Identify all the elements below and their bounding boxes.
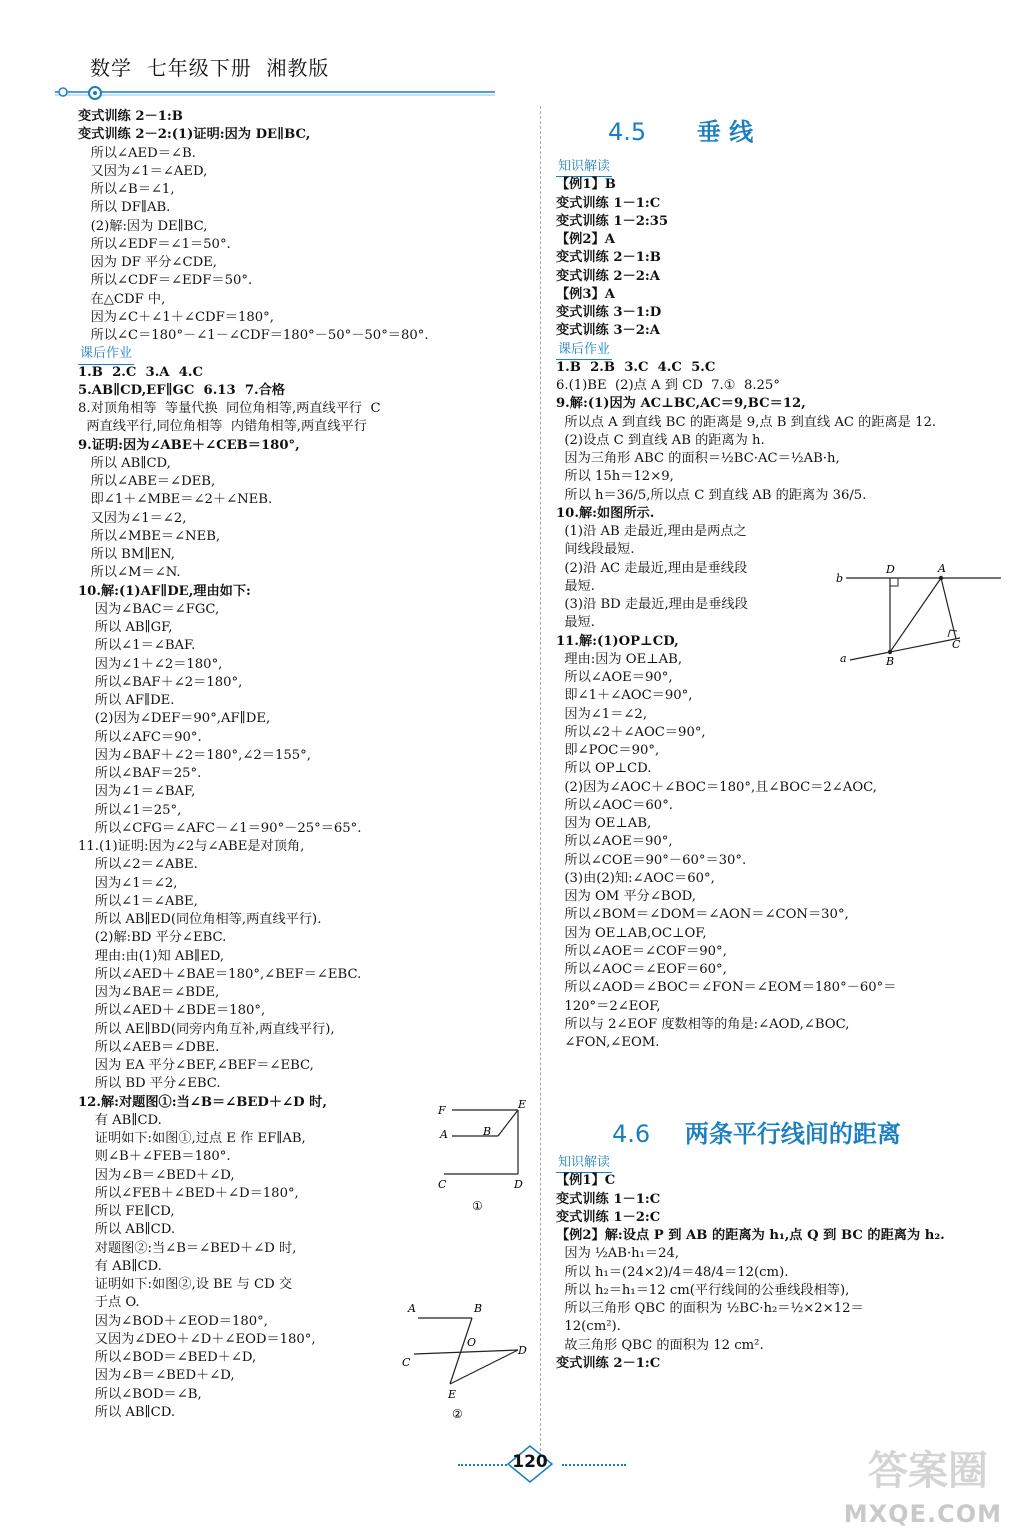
answer-line: 因为∠BOD＋∠EOD＝180°, — [78, 1313, 268, 1329]
fig2-caption: ② — [452, 1407, 463, 1421]
answer-line: 在△CDF 中, — [78, 291, 166, 307]
answer-line: 有 AB∥CD. — [78, 1258, 162, 1274]
answer-line: 【例2】解:设点 P 到 AB 的距离为 h₁,点 Q 到 BC 的距离为 h₂. — [556, 1228, 945, 1243]
answer-line: 变式训练 2－2:A — [556, 268, 660, 284]
answer-line: 变式训练 1－2:35 — [556, 213, 669, 229]
answer-line: 变式训练 2－1:C — [556, 1355, 661, 1371]
figure-2 — [400, 1298, 535, 1426]
answer-line: (2)设点 C 到直线 AB 的距离为 h. — [556, 432, 765, 448]
answer-line: 因为∠B＝∠BED＋∠D, — [78, 1368, 235, 1384]
answer-line: 因为∠BAE＝∠BDE, — [78, 985, 220, 1000]
answer-line: 1.B 2.B 3.C 4.C 5.C — [556, 359, 716, 375]
answer-line: 所以∠AOE＝90°, — [556, 670, 673, 685]
section-4-5-title: 垂 线 — [696, 118, 754, 146]
answer-line: 即∠1＋∠AOC＝90°, — [556, 688, 693, 704]
fig1-label-E: E — [518, 1098, 527, 1111]
answer-line: 所以∠AOC＝∠EOF＝60°, — [556, 962, 727, 977]
answer-line: 所以∠BOD＝∠B, — [78, 1386, 202, 1402]
answer-line: 9.证明:因为∠ABE＋∠CEB＝180°, — [78, 437, 300, 453]
answer-line: 因为∠1＝∠BAF, — [78, 784, 196, 800]
section-label — [78, 345, 518, 363]
answer-line: 所以∠FEB＋∠BED＋∠D＝180°, — [78, 1185, 299, 1201]
answer-line: 所以∠CDF＝∠EDF＝50°. — [78, 273, 253, 289]
answer-line: 所以 AB∥CD. — [78, 1222, 176, 1238]
answer-line: 11.解:(1)OP⊥CD, — [556, 633, 679, 649]
fig2-label-A: A — [408, 1302, 416, 1315]
answer-line: 所以∠EDF＝∠1＝50°. — [78, 236, 231, 252]
column-divider — [540, 106, 541, 1456]
answer-line: 所以 AB∥ED(同位角相等,两直线平行). — [78, 912, 322, 927]
answer-line: ∠FON,∠EOM. — [556, 1035, 660, 1050]
figure-1 — [430, 1098, 540, 1216]
answer-line: 所以 AB∥GF, — [78, 620, 173, 635]
answer-line: 所以∠BAF＝25°. — [78, 766, 202, 781]
answer-line: (3)沿 BD 走最近,理由是垂线段 — [556, 597, 748, 612]
answer-line: 又因为∠1＝∠2, — [78, 510, 187, 526]
answer-line: (2)因为∠AOC＋∠BOC＝180°,且∠BOC＝2∠AOC, — [556, 779, 877, 795]
answer-line: 所以∠2＋∠AOC＝90°, — [556, 724, 706, 740]
answer-line: 所以∠BOD＝∠BED＋∠D, — [78, 1350, 257, 1365]
right-column-lower — [556, 1154, 1006, 1373]
section-label-text: 课后作业 — [556, 341, 612, 360]
answer-line: 对题图②:当∠B＝∠BED＋∠D 时, — [78, 1240, 297, 1256]
answer-line: 因为∠1＝∠2, — [78, 875, 178, 891]
page-header — [55, 40, 505, 100]
answer-line: 所以与 2∠EOF 度数相等的角是:∠AOD,∠BOC, — [556, 1016, 850, 1032]
answer-line: 所以∠CFG＝∠AFC－∠1＝90°－25°＝65°. — [78, 820, 362, 836]
fig1-caption: ① — [472, 1199, 483, 1213]
answer-line: 120°＝2∠EOF, — [556, 998, 661, 1014]
answer-line: 即∠1＋∠MBE＝∠2＋∠NEB. — [78, 492, 273, 508]
section-heading-4-5 — [608, 112, 753, 147]
answer-line: 因为 EA 平分∠BEF,∠BEF＝∠EBC, — [78, 1058, 314, 1073]
answer-line: 所以 15h＝12×9, — [556, 469, 674, 485]
watermark-logo: 答案圈 — [868, 1448, 988, 1494]
answer-line: 所以 BD 平分∠EBC. — [78, 1076, 221, 1092]
answer-line: 变式训练 1－2:C — [556, 1209, 661, 1225]
answer-line: 于点 O. — [78, 1295, 140, 1311]
answer-line: 变式训练 1－1:C — [556, 195, 661, 211]
answer-line: 变式训练 3－2:A — [556, 323, 660, 339]
answer-line: 1.B 2.C 3.A 4.C — [78, 364, 203, 380]
answer-line: (2)沿 AC 走最近,理由是垂线段 — [556, 560, 748, 576]
answer-line: 所以∠1＝∠ABE, — [78, 893, 198, 909]
answer-line: 所以 OP⊥CD. — [556, 761, 652, 777]
answer-line: 8.对顶角相等 等量代换 同位角相等,两直线平行 C — [78, 401, 381, 416]
answer-line: 所以 AF∥DE. — [78, 693, 175, 708]
page-number-text: 120 — [512, 1452, 548, 1472]
answer-line: 所以∠AOD＝∠BOC＝∠FON＝∠EOM＝180°－60°＝ — [556, 980, 897, 996]
answer-line: 【例1】C — [556, 1173, 616, 1189]
section-4-6-title: 两条平行线间的距离 — [684, 1120, 901, 1148]
answer-line: 9.解:(1)因为 AC⊥BC,AC＝9,BC＝12, — [556, 396, 806, 412]
answer-line: 10.解:如图所示. — [556, 505, 655, 521]
answer-line: 所以 BM∥EN, — [78, 547, 175, 562]
answer-line: 所以∠C＝180°－∠1－∠CDF＝180°－50°－50°＝80°. — [78, 328, 429, 343]
answer-line: 所以∠COE＝90°－60°＝30°. — [556, 852, 747, 868]
answer-line: 所以∠AFC＝90°. — [78, 729, 202, 745]
answer-line: 因为∠BAF＋∠2＝180°,∠2＝155°, — [78, 747, 311, 763]
left-column — [78, 108, 518, 1422]
answer-line: 【例2】A — [556, 232, 615, 247]
answer-line: 所以 AB∥CD, — [78, 455, 171, 471]
answer-line: 有 AB∥CD. — [78, 1112, 162, 1128]
figure-3 — [836, 560, 1006, 670]
answer-line: (2)因为∠DEF＝90°,AF∥DE, — [78, 711, 271, 727]
answer-line: 即∠POC＝90°, — [556, 743, 660, 758]
page-number — [480, 1440, 580, 1490]
answer-line: 所以∠AED＝∠B. — [78, 145, 196, 161]
answer-line: 所以 AB∥CD. — [78, 1404, 176, 1420]
fig3-label-D: D — [886, 563, 895, 576]
answer-line: (2)解:因为 DE∥BC, — [78, 218, 208, 234]
answer-line: 所以∠1＝∠BAF. — [78, 638, 196, 654]
answer-line: 所以 DF∥AB. — [78, 200, 171, 216]
answer-line: 因为∠B＝∠BED＋∠D, — [78, 1167, 235, 1183]
answer-line: 所以∠1＝25°, — [78, 802, 182, 818]
answer-line: 所以∠B＝∠1, — [78, 182, 175, 197]
answer-line: 【例1】B — [556, 177, 616, 193]
answer-line: 所以∠AOC＝60°. — [556, 797, 673, 813]
answer-line: 所以∠BOM＝∠DOM＝∠AON＝∠CON＝30°, — [556, 907, 849, 923]
answer-line: 12(cm²). — [556, 1319, 621, 1335]
answer-line: 因为∠1＝∠2, — [556, 706, 648, 722]
answer-line: 5.AB∥CD,EF∥GC 6.13 7.合格 — [78, 382, 285, 398]
answer-line: 因为 OE⊥AB,OC⊥OF, — [556, 925, 707, 941]
answer-line: 因为三角形 ABC 的面积＝½BC·AC＝½AB·h, — [556, 451, 840, 466]
section-label — [556, 341, 1006, 359]
answer-line: 证明如下:如图①,过点 E 作 EF∥AB, — [78, 1131, 306, 1146]
answer-line: 所以∠AED＋∠BDE＝180°, — [78, 1003, 266, 1019]
answer-line: 则∠B＋∠FEB＝180°. — [78, 1149, 231, 1165]
answer-line: 所以点 A 到直线 BC 的距离是 9,点 B 到直线 AC 的距离是 12. — [556, 414, 937, 430]
answer-line: 所以∠BAF＋∠2＝180°, — [78, 674, 243, 690]
fig1-label-B: B — [483, 1125, 492, 1138]
answer-line: 所以∠2＝∠ABE. — [78, 857, 198, 873]
answer-line: 故三角形 QBC 的面积为 12 cm². — [556, 1337, 764, 1353]
section-label — [556, 1154, 1006, 1172]
fig3-label-a: a — [840, 652, 847, 665]
answer-line: 理由:由(1)知 AB∥ED, — [78, 948, 225, 964]
answer-line: 证明如下:如图②,设 BE 与 CD 交 — [78, 1277, 293, 1292]
answer-line: 所以 h₁＝(24×2)/4＝48/4＝12(cm). — [556, 1264, 789, 1280]
answer-line: 变式训练 2－2:(1)证明:因为 DE∥BC, — [78, 127, 311, 143]
answer-line: 所以∠AED＋∠BAE＝180°,∠BEF＝∠EBC. — [78, 966, 362, 982]
fig2-label-B: B — [474, 1302, 483, 1315]
answer-line: 又因为∠DEO＋∠D＋∠EOD＝180°, — [78, 1331, 316, 1347]
answer-line: 变式训练 2－1:B — [556, 250, 661, 266]
fig3-label-B: B — [886, 655, 895, 668]
answer-line: 所以 h₂＝h₁＝12 cm(平行线间的公垂线段相等), — [556, 1282, 850, 1298]
answer-line: 因为 OE⊥AB, — [556, 816, 652, 831]
answer-line: 最短. — [556, 578, 595, 594]
answer-line: 【例3】A — [556, 286, 615, 302]
section-4-5-number: 4.5 — [608, 118, 647, 146]
header-title: 数学 七年级下册 湘教版 — [90, 56, 330, 80]
answer-line: 两直线平行,同位角相等 内错角相等,两直线平行 — [78, 419, 367, 435]
answer-line: 最短. — [556, 615, 595, 631]
fig3-label-C: C — [952, 638, 961, 651]
answer-line: 变式训练 2－1:B — [78, 109, 183, 124]
section-label-text: 知识解读 — [556, 1154, 612, 1173]
fig3-label-A: A — [938, 562, 946, 575]
section-label — [556, 158, 1006, 176]
fig3-label-b: b — [836, 572, 844, 585]
fig2-label-C: C — [402, 1356, 411, 1369]
answer-line: 12.解:对题图①:当∠B＝∠BED＋∠D 时, — [78, 1094, 327, 1110]
answer-line: 因为 OM 平分∠BOD, — [556, 889, 696, 904]
answer-line: 所以∠AOE＝∠COF＝90°, — [556, 943, 727, 959]
answer-line: 因为 ½AB·h₁＝24, — [556, 1246, 680, 1262]
answer-line: (1)沿 AB 走最近,理由是两点之 — [556, 524, 747, 539]
answer-line: 因为∠C＋∠1＋∠CDF＝180°, — [78, 309, 274, 325]
fig1-label-C: C — [438, 1178, 447, 1191]
answer-line: (3)由(2)知:∠AOC＝60°, — [556, 870, 715, 886]
answer-line: 所以∠M＝∠N. — [78, 565, 181, 581]
answer-line: 理由:因为 OE⊥AB, — [556, 651, 683, 667]
answer-line: 因为 DF 平分∠CDE, — [78, 255, 217, 270]
answer-line: 所以∠ABE＝∠DEB, — [78, 474, 216, 489]
answer-line: 所以 h＝36/5,所以点 C 到直线 AB 的距离为 36/5. — [556, 487, 867, 503]
fig2-label-D: D — [518, 1344, 527, 1357]
fig1-label-D: D — [514, 1178, 523, 1191]
section-label-text: 知识解读 — [556, 158, 612, 177]
answer-line: 11.(1)证明:因为∠2与∠ABE是对顶角, — [78, 839, 305, 854]
watermark-site: MXQE.COM — [843, 1500, 1002, 1528]
answer-line: 所以∠AEB＝∠DBE. — [78, 1039, 220, 1055]
answer-line: 10.解:(1)AF∥DE,理由如下: — [78, 583, 251, 599]
section-heading-4-6 — [612, 1114, 901, 1149]
answer-line: 变式训练 1－1:C — [556, 1191, 661, 1207]
fig2-label-O: O — [467, 1336, 477, 1349]
answer-line: 所以 FE∥CD, — [78, 1204, 175, 1219]
answer-line: (2)解:BD 平分∠EBC. — [78, 930, 227, 946]
answer-line: 又因为∠1＝∠AED, — [78, 163, 208, 179]
answer-line: 因为∠1＋∠2＝180°, — [78, 656, 223, 672]
fig1-label-F: F — [438, 1104, 446, 1117]
answer-line: 因为∠BAC＝∠FGC, — [78, 601, 220, 617]
answer-line: 变式训练 3－1:D — [556, 305, 662, 320]
fig2-label-E: E — [448, 1388, 457, 1401]
answer-line: 所以 AE∥BD(同旁内角互补,两直线平行), — [78, 1021, 335, 1037]
answer-line: 所以∠MBE＝∠NEB, — [78, 528, 221, 544]
section-label-text: 课后作业 — [78, 345, 134, 364]
section-4-6-number: 4.6 — [612, 1120, 651, 1148]
answer-line: 所以∠AOE＝90°, — [556, 834, 673, 850]
answer-line: 6.(1)BE (2)点 A 到 CD 7.① 8.25° — [556, 378, 780, 393]
answer-line: 间线段最短. — [556, 542, 635, 558]
answer-line: 所以三角形 QBC 的面积为 ½BC·h₂＝½×2×12＝ — [556, 1301, 864, 1316]
fig1-label-A: A — [440, 1128, 448, 1141]
